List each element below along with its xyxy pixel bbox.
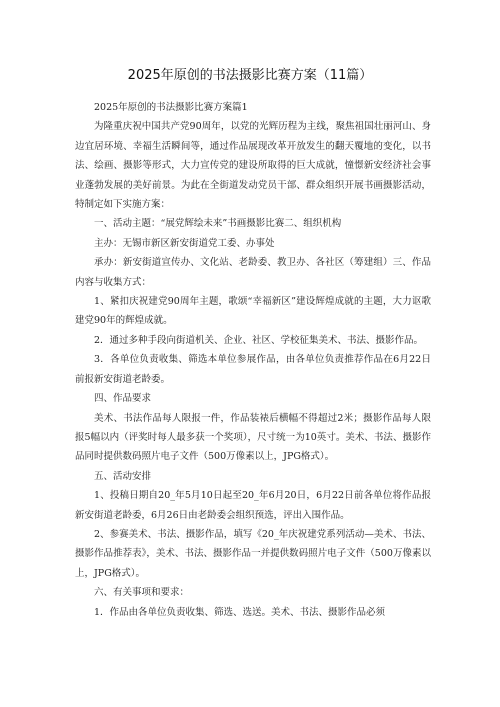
paragraph: 2．通过多种手段向街道机关、企业、社区、学校征集美术、书法、摄影作品。 <box>94 334 424 346</box>
section-heading: 2025年原创的书法摄影比赛方案篇1 <box>94 102 248 113</box>
paragraph: 六、有关事项和要求： <box>94 587 190 599</box>
paragraph: 五、活动安排 <box>94 470 152 482</box>
paragraph: 2、参赛美术、书法、摄影作品，填写《20_年庆祝建党系列活动—美术、书法、摄影作品推荐表》，美术、书法、摄影作品一并提供数码照片电子文件（500万像素以上，JPG格式）。 <box>75 528 431 579</box>
document-body <box>75 98 431 622</box>
paragraph: 1．作品由各单位负责收集、筛选、选送。美术、书法、摄影作品必须 <box>94 606 386 618</box>
paragraph: 四、作品要求 <box>94 393 152 405</box>
paragraph: 美术、书法作品每人限报一件，作品装裱后横幅不得超过2米；摄影作品每人限报5幅以内（评奖时每人最多获一个奖项），尺寸统一为10英寸。美术、书法、摄影作品同时提供数码照片电子文件（500万像素以上，JPG格式）。 <box>75 412 431 463</box>
paragraph: 承办：新安街道宣传办、文化站、老龄委、教卫办、各社区（筹建组）三、作品内容与收集方式： <box>75 257 431 288</box>
paragraph: 一、活动主题：“展党辉绘未来”书画摄影比赛二、组织机构 <box>94 218 342 230</box>
paragraph: 1、投稿日期自20_年5月10日起至20_年6月20日，6月22日前各单位将作品报新安街道老龄委，6月26日由老龄委会组织预选，评出入围作品。 <box>75 490 431 521</box>
document-title: 2025年原创的书法摄影比赛方案（11篇） <box>127 68 373 83</box>
paragraph: 为隆重庆祝中国共产党90周年，以党的光辉历程为主线，聚焦祖国壮丽河山、身边宜居环境、幸福生活瞬间等，通过作品展现改革开放发生的翻天覆地的变化，以书法、绘画、摄影等形式，大力宣传党的建设所取得的巨大成就，憧憬新安经济社会事业蓬勃发展的美好前景。为此在全街道发动党员干部、群众组织开展书画摄影活动，特制定如下实施方案： <box>75 121 431 211</box>
paragraph: 3．各单位负责收集、筛选本单位参展作品，由各单位负责推荐作品在6月22日前报新安街道老龄委。 <box>75 354 431 385</box>
paragraph: 1、紧扣庆祝建党90周年主题，歌颂“幸福新区”建设辉煌成就的主题，大力讴歌建党90年的辉煌成就。 <box>75 296 431 327</box>
paragraph: 主办：无锡市新区新安街道党工委、办事处 <box>94 237 275 249</box>
